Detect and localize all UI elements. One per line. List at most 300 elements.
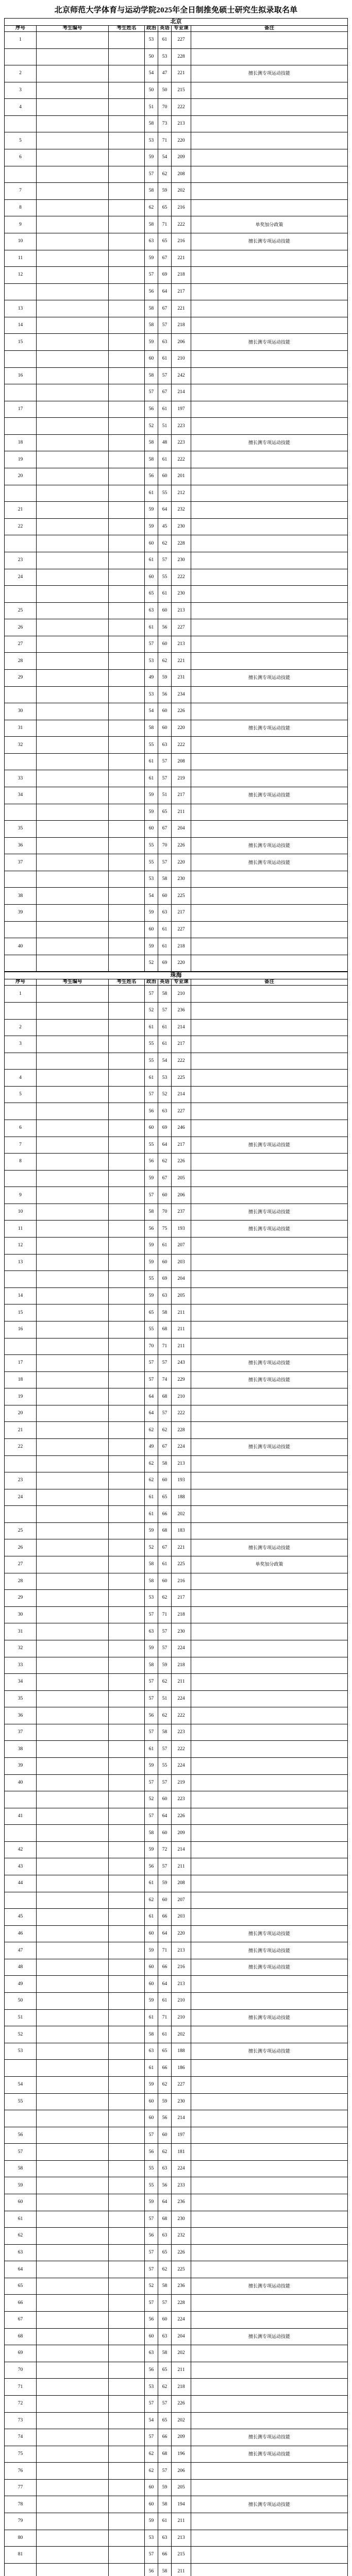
- score-major: 222: [172, 216, 191, 233]
- exam-id: [37, 1271, 109, 1288]
- score-politics: 58: [145, 720, 158, 737]
- score-major: 225: [172, 1070, 191, 1087]
- row-note: [191, 1103, 348, 1120]
- row-seq: 37: [5, 854, 37, 871]
- score-english: 55: [158, 569, 172, 586]
- table-row: [5, 1556, 348, 1573]
- student-name: [109, 451, 145, 468]
- score-politics: 58: [145, 216, 158, 233]
- score-politics: 56: [145, 1154, 158, 1171]
- exam-id: [37, 1388, 109, 1405]
- table-row: [5, 1271, 348, 1288]
- row-note: [191, 1841, 348, 1858]
- table-row: [5, 434, 348, 451]
- score-english: 61: [158, 451, 172, 468]
- score-politics: 59: [145, 787, 158, 804]
- exam-id: [37, 905, 109, 922]
- score-politics: 61: [145, 619, 158, 636]
- row-seq: 31: [5, 720, 37, 737]
- row-seq: 33: [5, 770, 37, 787]
- score-politics: 61: [145, 770, 158, 787]
- score-major: 223: [172, 1724, 191, 1741]
- row-note: [191, 1254, 348, 1271]
- column-header: 备注: [191, 26, 348, 32]
- student-name: [109, 2312, 145, 2329]
- exam-id: [37, 703, 109, 720]
- row-note: 擅长测专项运动技能: [191, 2328, 348, 2345]
- exam-id: [37, 1573, 109, 1590]
- score-english: 63: [158, 905, 172, 922]
- score-english: 64: [158, 1808, 172, 1825]
- row-seq: 38: [5, 1741, 37, 1758]
- score-politics: 58: [145, 115, 158, 132]
- student-name: [109, 1539, 145, 1556]
- row-seq: 4: [5, 99, 37, 116]
- exam-id: [37, 2379, 109, 2396]
- row-note: [191, 367, 348, 384]
- score-politics: 55: [145, 1271, 158, 1288]
- exam-id: [37, 1506, 109, 1523]
- table-row: [5, 1506, 348, 1523]
- row-note: [191, 636, 348, 653]
- score-politics: 57: [145, 1371, 158, 1388]
- row-note: [191, 653, 348, 670]
- student-name: [109, 300, 145, 317]
- student-name: [109, 2228, 145, 2245]
- exam-id: [37, 1371, 109, 1388]
- row-seq: 21: [5, 1422, 37, 1439]
- score-english: 64: [158, 1925, 172, 1942]
- score-major: 233: [172, 2177, 191, 2194]
- score-major: 215: [172, 2547, 191, 2564]
- row-note: [191, 250, 348, 267]
- score-major: 211: [172, 1338, 191, 1355]
- score-english: 75: [158, 1221, 172, 1238]
- exam-id: [37, 1556, 109, 1573]
- score-politics: 57: [145, 1774, 158, 1791]
- score-politics: 55: [145, 2160, 158, 2177]
- score-english: 68: [158, 1321, 172, 1338]
- row-note: [191, 2345, 348, 2362]
- score-major: 222: [172, 1405, 191, 1422]
- score-english: 59: [158, 1657, 172, 1674]
- score-major: 224: [172, 1640, 191, 1657]
- row-note: [191, 1405, 348, 1422]
- score-english: 65: [158, 1489, 172, 1506]
- student-name: [109, 2429, 145, 2446]
- score-politics: 58: [145, 1825, 158, 1842]
- score-english: 61: [158, 1019, 172, 1036]
- row-seq: 46: [5, 1925, 37, 1942]
- exam-id: [37, 1875, 109, 1892]
- student-name: [109, 1724, 145, 1741]
- row-note: [191, 199, 348, 216]
- row-note: 擅长测专项运动技能: [191, 720, 348, 737]
- score-major: 220: [172, 1925, 191, 1942]
- score-politics: 62: [145, 1892, 158, 1909]
- score-major: 227: [172, 32, 191, 49]
- score-english: 60: [158, 636, 172, 653]
- score-politics: 58: [145, 1657, 158, 1674]
- table-row: [5, 233, 348, 250]
- student-name: [109, 938, 145, 955]
- table-row: [5, 1187, 348, 1204]
- student-name: [109, 686, 145, 703]
- student-name: [109, 2076, 145, 2093]
- score-politics: 61: [145, 552, 158, 569]
- exam-id: [37, 837, 109, 854]
- student-name: [109, 2547, 145, 2564]
- student-name: [109, 132, 145, 149]
- row-seq: 35: [5, 821, 37, 838]
- student-name: [109, 569, 145, 586]
- score-major: 224: [172, 1757, 191, 1774]
- score-english: 67: [158, 1438, 172, 1455]
- exam-id: [37, 2261, 109, 2278]
- score-english: 50: [158, 82, 172, 99]
- student-name: [109, 703, 145, 720]
- row-note: [191, 586, 348, 603]
- score-politics: 52: [145, 1791, 158, 1808]
- campus-name: 北京: [5, 19, 348, 26]
- row-note: 擅长测专项运动技能: [191, 669, 348, 686]
- table-row: [5, 2345, 348, 2362]
- score-politics: 50: [145, 82, 158, 99]
- row-note: [191, 2362, 348, 2379]
- table-row: [5, 986, 348, 1003]
- score-major: 219: [172, 1774, 191, 1791]
- table-row: [5, 2446, 348, 2463]
- table-row: [5, 2076, 348, 2093]
- table-row: [5, 1338, 348, 1355]
- row-note: [191, 48, 348, 65]
- score-politics: 61: [145, 753, 158, 770]
- score-english: 67: [158, 821, 172, 838]
- score-english: 58: [158, 2496, 172, 2513]
- exam-id: [37, 2429, 109, 2446]
- row-note: [191, 485, 348, 502]
- row-seq: 79: [5, 2513, 37, 2530]
- row-note: [191, 2244, 348, 2261]
- student-name: [109, 1522, 145, 1539]
- row-note: [191, 569, 348, 586]
- exam-id: [37, 1623, 109, 1640]
- exam-id: [37, 821, 109, 838]
- score-major: 225: [172, 888, 191, 905]
- row-note: [191, 1053, 348, 1070]
- score-english: 69: [158, 267, 172, 284]
- row-note: [191, 1522, 348, 1539]
- exam-id: [37, 1808, 109, 1825]
- row-seq: 54: [5, 2076, 37, 2093]
- exam-id: [37, 1204, 109, 1221]
- score-politics: 57: [145, 2244, 158, 2261]
- score-major: 230: [172, 586, 191, 603]
- row-note: [191, 737, 348, 754]
- table-row: [5, 2261, 348, 2278]
- row-note: [191, 2312, 348, 2329]
- score-politics: 60: [145, 1959, 158, 1976]
- exam-id: [37, 283, 109, 300]
- student-name: [109, 1304, 145, 1321]
- score-politics: 70: [145, 1338, 158, 1355]
- score-major: 208: [172, 1875, 191, 1892]
- score-politics: 63: [145, 2345, 158, 2362]
- exam-id: [37, 2244, 109, 2261]
- row-seq: 40: [5, 938, 37, 955]
- score-politics: 60: [145, 2328, 158, 2345]
- score-english: 63: [158, 2328, 172, 2345]
- table-row: [5, 418, 348, 435]
- row-note: [191, 2127, 348, 2144]
- student-name: [109, 2328, 145, 2345]
- score-politics: 64: [145, 1388, 158, 1405]
- row-seq: [5, 384, 37, 401]
- score-major: 211: [172, 2563, 191, 2576]
- score-english: 47: [158, 65, 172, 82]
- score-major: 230: [172, 871, 191, 888]
- score-english: 52: [158, 1086, 172, 1103]
- score-politics: 53: [145, 132, 158, 149]
- row-seq: 28: [5, 1573, 37, 1590]
- score-politics: 63: [145, 602, 158, 619]
- score-major: 203: [172, 1909, 191, 1926]
- table-row: [5, 2060, 348, 2077]
- row-seq: [5, 1053, 37, 1070]
- table-row: [5, 1774, 348, 1791]
- row-note: 擅长测专项运动技能: [191, 65, 348, 82]
- score-major: 242: [172, 367, 191, 384]
- row-seq: 70: [5, 2362, 37, 2379]
- row-note: [191, 1657, 348, 1674]
- student-name: [109, 669, 145, 686]
- score-politics: 57: [145, 1355, 158, 1372]
- row-seq: 78: [5, 2496, 37, 2513]
- row-note: 擅长测专项运动技能: [191, 2429, 348, 2446]
- student-name: [109, 2345, 145, 2362]
- row-seq: 37: [5, 1724, 37, 1741]
- score-english: 62: [158, 1707, 172, 1724]
- student-name: [109, 888, 145, 905]
- row-note: 擅长测专项运动技能: [191, 1204, 348, 1221]
- score-major: 193: [172, 1221, 191, 1238]
- score-politics: 58: [145, 434, 158, 451]
- table-row: [5, 669, 348, 686]
- score-major: 226: [172, 1808, 191, 1825]
- score-politics: 57: [145, 2127, 158, 2144]
- exam-id: [37, 2060, 109, 2077]
- row-seq: [5, 1103, 37, 1120]
- score-politics: 57: [145, 1086, 158, 1103]
- row-note: [191, 518, 348, 535]
- score-politics: 61: [145, 1070, 158, 1087]
- exam-id: [37, 267, 109, 284]
- score-english: 62: [158, 2144, 172, 2161]
- score-politics: 61: [145, 1875, 158, 1892]
- table-row: [5, 2496, 348, 2513]
- row-note: [191, 451, 348, 468]
- table-row: [5, 1892, 348, 1909]
- table-row: [5, 2177, 348, 2194]
- score-english: 60: [158, 468, 172, 485]
- row-note: [191, 986, 348, 1003]
- score-major: 222: [172, 1053, 191, 1070]
- score-english: 60: [158, 1892, 172, 1909]
- row-seq: 24: [5, 1489, 37, 1506]
- score-politics: 60: [145, 569, 158, 586]
- score-english: 56: [158, 2177, 172, 2194]
- row-note: [191, 1238, 348, 1255]
- table-row: [5, 149, 348, 166]
- score-english: 51: [158, 787, 172, 804]
- row-seq: 27: [5, 636, 37, 653]
- score-politics: 59: [145, 1287, 158, 1304]
- score-politics: 59: [145, 1522, 158, 1539]
- exam-id: [37, 183, 109, 200]
- score-politics: 53: [145, 653, 158, 670]
- table-row: [5, 1808, 348, 1825]
- student-name: [109, 1875, 145, 1892]
- table-row: [5, 183, 348, 200]
- student-name: [109, 48, 145, 65]
- row-seq: [5, 2563, 37, 2576]
- row-note: [191, 1422, 348, 1439]
- score-english: 63: [158, 334, 172, 351]
- table-row: [5, 1909, 348, 1926]
- student-name: [109, 250, 145, 267]
- score-major: 246: [172, 1120, 191, 1137]
- table-row: [5, 1086, 348, 1103]
- student-name: [109, 2379, 145, 2396]
- row-seq: 75: [5, 2446, 37, 2463]
- table-row: [5, 1757, 348, 1774]
- exam-id: [37, 1590, 109, 1607]
- score-english: 61: [158, 938, 172, 955]
- row-note: 擅长测专项运动技能: [191, 2446, 348, 2463]
- score-politics: 55: [145, 1036, 158, 1053]
- exam-id: [37, 1674, 109, 1691]
- exam-id: [37, 2395, 109, 2412]
- score-politics: 57: [145, 2295, 158, 2312]
- student-name: [109, 1287, 145, 1304]
- student-name: [109, 384, 145, 401]
- score-major: 217: [172, 787, 191, 804]
- column-header: 序号: [5, 26, 37, 32]
- score-politics: 52: [145, 418, 158, 435]
- exam-id: [37, 2026, 109, 2043]
- table-row: [5, 250, 348, 267]
- exam-id: [37, 1405, 109, 1422]
- row-seq: 36: [5, 1707, 37, 1724]
- student-name: [109, 199, 145, 216]
- student-name: [109, 837, 145, 854]
- row-seq: 15: [5, 1304, 37, 1321]
- score-english: 63: [158, 2530, 172, 2547]
- score-major: 202: [172, 2345, 191, 2362]
- table-row: [5, 1623, 348, 1640]
- row-seq: 25: [5, 1522, 37, 1539]
- table-row: [5, 384, 348, 401]
- score-politics: 56: [145, 2144, 158, 2161]
- student-name: [109, 2043, 145, 2060]
- row-note: [191, 821, 348, 838]
- table-row: [5, 334, 348, 351]
- student-name: [109, 1556, 145, 1573]
- table-row: [5, 1170, 348, 1187]
- score-politics: 59: [145, 1942, 158, 1959]
- exam-id: [37, 115, 109, 132]
- student-name: [109, 2463, 145, 2480]
- table-row: [5, 535, 348, 552]
- score-politics: 59: [145, 2194, 158, 2211]
- row-note: [191, 149, 348, 166]
- row-note: [191, 2547, 348, 2564]
- score-english: 57: [158, 1774, 172, 1791]
- student-name: [109, 2261, 145, 2278]
- row-seq: 52: [5, 2026, 37, 2043]
- student-name: [109, 2177, 145, 2194]
- score-politics: 57: [145, 1724, 158, 1741]
- row-seq: 73: [5, 2412, 37, 2429]
- exam-id: [37, 2177, 109, 2194]
- row-note: [191, 1724, 348, 1741]
- student-name: [109, 317, 145, 334]
- score-english: 65: [158, 2412, 172, 2429]
- score-english: 57: [158, 1623, 172, 1640]
- score-major: 202: [172, 1506, 191, 1523]
- row-seq: 47: [5, 1942, 37, 1959]
- row-seq: [5, 166, 37, 183]
- score-politics: 58: [145, 2026, 158, 2043]
- table-row: [5, 451, 348, 468]
- score-major: 221: [172, 1539, 191, 1556]
- table-row: [5, 1657, 348, 1674]
- score-english: 61: [158, 32, 172, 49]
- row-note: 擅长测专项运动技能: [191, 854, 348, 871]
- score-major: 211: [172, 2513, 191, 2530]
- score-major: 217: [172, 283, 191, 300]
- table-row: [5, 2312, 348, 2329]
- table-row: [5, 821, 348, 838]
- score-politics: 59: [145, 334, 158, 351]
- score-english: 61: [158, 1993, 172, 2010]
- table-row: [5, 1590, 348, 1607]
- score-english: 62: [158, 1590, 172, 1607]
- row-seq: 20: [5, 468, 37, 485]
- row-note: [191, 1825, 348, 1842]
- exam-id: [37, 451, 109, 468]
- score-major: 208: [172, 166, 191, 183]
- row-seq: 7: [5, 183, 37, 200]
- score-english: 65: [158, 2043, 172, 2060]
- row-seq: 8: [5, 199, 37, 216]
- score-major: 222: [172, 737, 191, 754]
- score-english: 74: [158, 1371, 172, 1388]
- student-name: [109, 1422, 145, 1439]
- score-english: 63: [158, 1103, 172, 1120]
- score-politics: 65: [145, 1304, 158, 1321]
- score-politics: 53: [145, 2530, 158, 2547]
- score-major: 236: [172, 2194, 191, 2211]
- score-english: 66: [158, 2060, 172, 2077]
- score-major: 218: [172, 317, 191, 334]
- student-name: [109, 720, 145, 737]
- exam-id: [37, 1825, 109, 1842]
- student-name: [109, 401, 145, 418]
- row-seq: [5, 418, 37, 435]
- student-name: [109, 1892, 145, 1909]
- table-row: [5, 1993, 348, 2010]
